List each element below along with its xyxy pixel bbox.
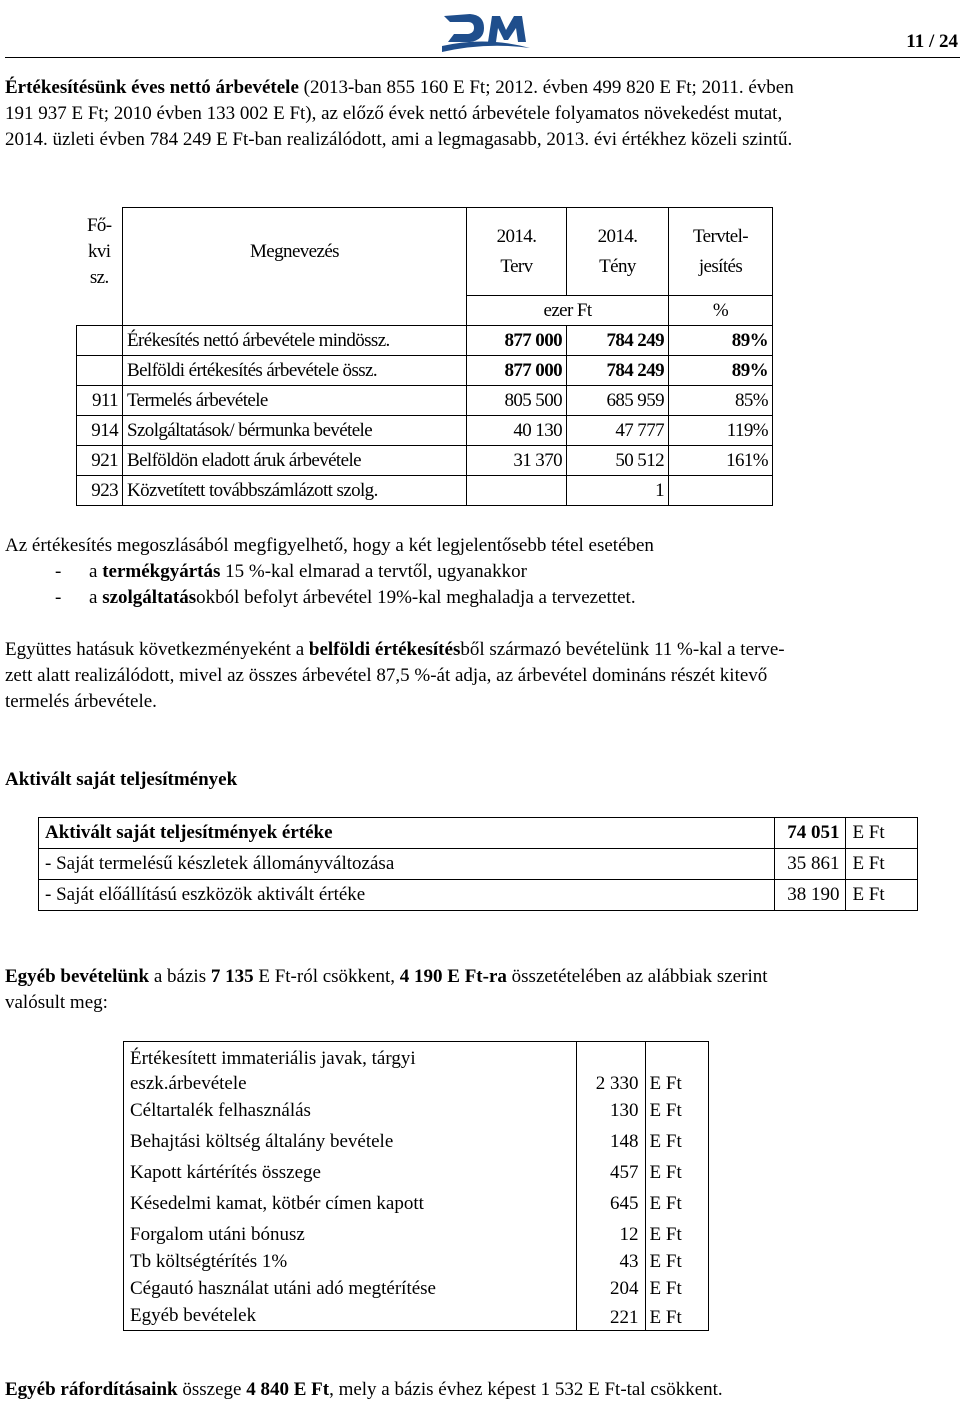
row-name: Belföldi értékesítés árbevétele össz. bbox=[123, 356, 467, 386]
other-income-bold: 7 135 bbox=[210, 966, 254, 987]
row-pct: 85% bbox=[669, 386, 773, 416]
row-value: 130 bbox=[577, 1096, 645, 1123]
other-income-bold: Egyéb bevételünk bbox=[5, 966, 150, 987]
row-label: Behajtási költség általány bevétele bbox=[124, 1123, 577, 1154]
bullet-dash: - bbox=[55, 561, 62, 582]
other-expenses-paragraph bbox=[5, 1377, 955, 1403]
bullet-text: a bbox=[89, 561, 103, 582]
row-unit: E Ft bbox=[846, 818, 918, 849]
row-label: Egyéb bevételek bbox=[124, 1301, 577, 1331]
row-label: - Saját termelésű készletek állományváltozása bbox=[39, 849, 775, 880]
activated-heading: Aktivált saját teljesítmények bbox=[5, 769, 238, 790]
row-unit: E Ft bbox=[649, 1100, 682, 1121]
table-row bbox=[77, 326, 773, 356]
other-income-bold: 4 190 E Ft-ra bbox=[399, 966, 507, 987]
row-value: 12 bbox=[577, 1216, 645, 1247]
table-row bbox=[124, 1185, 709, 1216]
bullet-text: okból befolyt árbevétel 19%-kal meghaladja a tervezettet. bbox=[196, 587, 636, 608]
combined-line2: zett alatt realizálódott, mivel az összes árbevétel 87,5 %-át adja, az árbevétel domináns részét kitevő bbox=[5, 665, 768, 686]
row-name: Közvetített továbbszámlázott szolg. bbox=[123, 476, 467, 506]
intro-paragraph bbox=[5, 75, 955, 153]
other-income-text: összetételében az alábbiak szerint bbox=[506, 966, 768, 987]
row-unit: E Ft bbox=[846, 849, 918, 880]
bullet-text: 15 %-kal elmarad a tervtől, ugyanakkor bbox=[220, 561, 527, 582]
row-plan: 877 000 bbox=[467, 356, 567, 386]
row-label: Tb költségtérítés 1% bbox=[124, 1247, 577, 1274]
other-expenses-bold: 4 840 E Ft bbox=[246, 1379, 330, 1400]
header-fokvi: Fő- kvi sz. bbox=[86, 214, 112, 288]
table-row bbox=[77, 356, 773, 386]
intro-line1: (2013-ban 855 160 E Ft; 2012. évben 499 820 E Ft; 2011. évben bbox=[298, 77, 794, 98]
row-label: Aktivált saját teljesítmények értéke bbox=[39, 818, 775, 849]
row-unit: E Ft bbox=[649, 1162, 682, 1183]
row-actual: 50 512 bbox=[567, 446, 669, 476]
row-actual: 784 249 bbox=[567, 326, 669, 356]
row-label: - Saját előállítású eszközök aktivált értéke bbox=[39, 880, 775, 911]
table-row bbox=[77, 416, 773, 446]
row-label-line2: eszk.árbevétele bbox=[130, 1073, 247, 1094]
header-divider bbox=[5, 57, 960, 58]
table-row bbox=[124, 1216, 709, 1247]
row-label: Forgalom utáni bónusz bbox=[124, 1216, 577, 1247]
table-row bbox=[124, 1042, 709, 1097]
header-name: Megnevezés bbox=[123, 208, 467, 296]
table-row bbox=[77, 446, 773, 476]
row-value: 43 bbox=[577, 1247, 645, 1274]
combined-paragraph bbox=[5, 637, 955, 715]
other-income-line2: valósult meg: bbox=[5, 992, 108, 1013]
row-unit: E Ft bbox=[846, 880, 918, 911]
header-plan: 2014. Terv bbox=[467, 208, 567, 296]
row-actual: 1 bbox=[567, 476, 669, 506]
other-expenses-text: összege bbox=[177, 1379, 247, 1400]
row-plan: 877 000 bbox=[467, 326, 567, 356]
table-row bbox=[77, 386, 773, 416]
row-plan: 40 130 bbox=[467, 416, 567, 446]
row-label: Cégautó használat utáni adó megtérítése bbox=[124, 1274, 577, 1301]
table-row bbox=[124, 1123, 709, 1154]
header-fulfil: Tervtel- jesítés bbox=[669, 208, 773, 296]
other-expenses-bold: Egyéb ráfordításaink bbox=[5, 1379, 178, 1400]
row-value: 645 bbox=[577, 1185, 645, 1216]
row-unit: E Ft bbox=[649, 1278, 682, 1299]
table-row bbox=[39, 880, 918, 911]
bullet-bold: termékgyártás bbox=[102, 561, 221, 582]
header-actual: 2014. Tény bbox=[567, 208, 669, 296]
distribution-paragraph bbox=[5, 533, 955, 611]
combined-line3: termelés árbevétele. bbox=[5, 691, 157, 712]
row-unit: E Ft bbox=[649, 1307, 682, 1328]
row-pct: 161% bbox=[669, 446, 773, 476]
bullet-bold: szolgáltatás bbox=[102, 587, 197, 608]
other-income-text: E Ft-ról csökkent, bbox=[253, 966, 400, 987]
row-pct: 119% bbox=[669, 416, 773, 446]
row-code: 911 bbox=[77, 386, 123, 416]
row-value: 35 861 bbox=[774, 849, 846, 880]
other-income-paragraph bbox=[5, 964, 955, 1016]
row-label-line1: Értékesített immateriális javak, tárgyi bbox=[130, 1048, 416, 1069]
row-value: 38 190 bbox=[774, 880, 846, 911]
combined-bold: belföldi értékesítés bbox=[308, 639, 461, 660]
row-pct: 89% bbox=[669, 356, 773, 386]
table-row bbox=[124, 1154, 709, 1185]
row-pct: 89% bbox=[669, 326, 773, 356]
distribution-bullet1 bbox=[5, 559, 955, 585]
combined-text: Együttes hatásuk következményeként a bbox=[5, 639, 309, 660]
table-row bbox=[124, 1096, 709, 1123]
page-number: 11 / 24 bbox=[906, 31, 958, 52]
bullet-text: a bbox=[89, 587, 103, 608]
row-value: 221 bbox=[577, 1301, 645, 1331]
table-row bbox=[124, 1301, 709, 1331]
row-label: Késedelmi kamat, kötbér címen kapott bbox=[124, 1185, 577, 1216]
sales-table bbox=[76, 207, 773, 506]
row-unit: E Ft bbox=[649, 1131, 682, 1152]
units-row bbox=[77, 296, 773, 326]
other-expenses-text: , mely a bázis évhez képest 1 532 E Ft-tal csökkent. bbox=[329, 1379, 723, 1400]
distribution-line1: Az értékesítés megoszlásából megfigyelhető, hogy a két legjelentősebb tétel esetében bbox=[5, 535, 654, 556]
row-actual: 784 249 bbox=[567, 356, 669, 386]
other-income-table bbox=[123, 1041, 709, 1331]
table-row bbox=[124, 1274, 709, 1301]
row-name: Szolgáltatások/ bérmunka bevétele bbox=[123, 416, 467, 446]
row-code bbox=[77, 326, 123, 356]
row-value: 148 bbox=[577, 1123, 645, 1154]
other-income-line1 bbox=[5, 964, 955, 990]
other-income-text: a bázis bbox=[149, 966, 211, 987]
table-row bbox=[124, 1247, 709, 1274]
intro-line3: 2014. üzleti évben 784 249 E Ft-ban realizálódott, ami a legmagasabb, 2013. évi értékhez közeli szintű. bbox=[5, 129, 793, 150]
row-value: 204 bbox=[577, 1274, 645, 1301]
row-name: Belföldön eladott áruk árbevétele bbox=[123, 446, 467, 476]
row-name: Termelés árbevétele bbox=[123, 386, 467, 416]
combined-line1 bbox=[5, 637, 955, 663]
intro-lead: Értékesítésünk éves nettó árbevétele bbox=[5, 77, 299, 98]
row-label: Kapott kártérítés összege bbox=[124, 1154, 577, 1185]
row-unit: E Ft bbox=[649, 1224, 682, 1245]
table-row bbox=[77, 476, 773, 506]
row-plan: 31 370 bbox=[467, 446, 567, 476]
distribution-bullet2 bbox=[5, 585, 955, 611]
table-row bbox=[39, 849, 918, 880]
company-logo bbox=[440, 6, 532, 56]
bullet-dash: - bbox=[55, 587, 62, 608]
row-value: 2 330 bbox=[577, 1042, 645, 1097]
unit-percent: % bbox=[669, 296, 773, 326]
row-value: 74 051 bbox=[774, 818, 846, 849]
intro-line2: 191 937 E Ft; 2010 évben 133 002 E Ft), az előző évek nettó árbevétele folyamatos növekedést mutat, bbox=[5, 103, 783, 124]
row-plan bbox=[467, 476, 567, 506]
row-pct bbox=[669, 476, 773, 506]
activated-table bbox=[38, 817, 918, 911]
row-unit: E Ft bbox=[649, 1193, 682, 1214]
row-code: 921 bbox=[77, 446, 123, 476]
row-code bbox=[77, 356, 123, 386]
combined-text: ből származó bevételünk 11 %-kal a terve- bbox=[460, 639, 785, 660]
unit-money: ezer Ft bbox=[467, 296, 669, 326]
row-value: 457 bbox=[577, 1154, 645, 1185]
row-label bbox=[124, 1042, 577, 1097]
row-plan: 805 500 bbox=[467, 386, 567, 416]
row-code: 914 bbox=[77, 416, 123, 446]
row-label: Céltartalék felhasználás bbox=[124, 1096, 577, 1123]
row-code: 923 bbox=[77, 476, 123, 506]
row-unit: E Ft bbox=[649, 1073, 682, 1094]
row-unit: E Ft bbox=[649, 1251, 682, 1272]
row-actual: 47 777 bbox=[567, 416, 669, 446]
row-name: Érékesítés nettó árbevétele mindössz. bbox=[123, 326, 467, 356]
table-row bbox=[39, 818, 918, 849]
row-actual: 685 959 bbox=[567, 386, 669, 416]
